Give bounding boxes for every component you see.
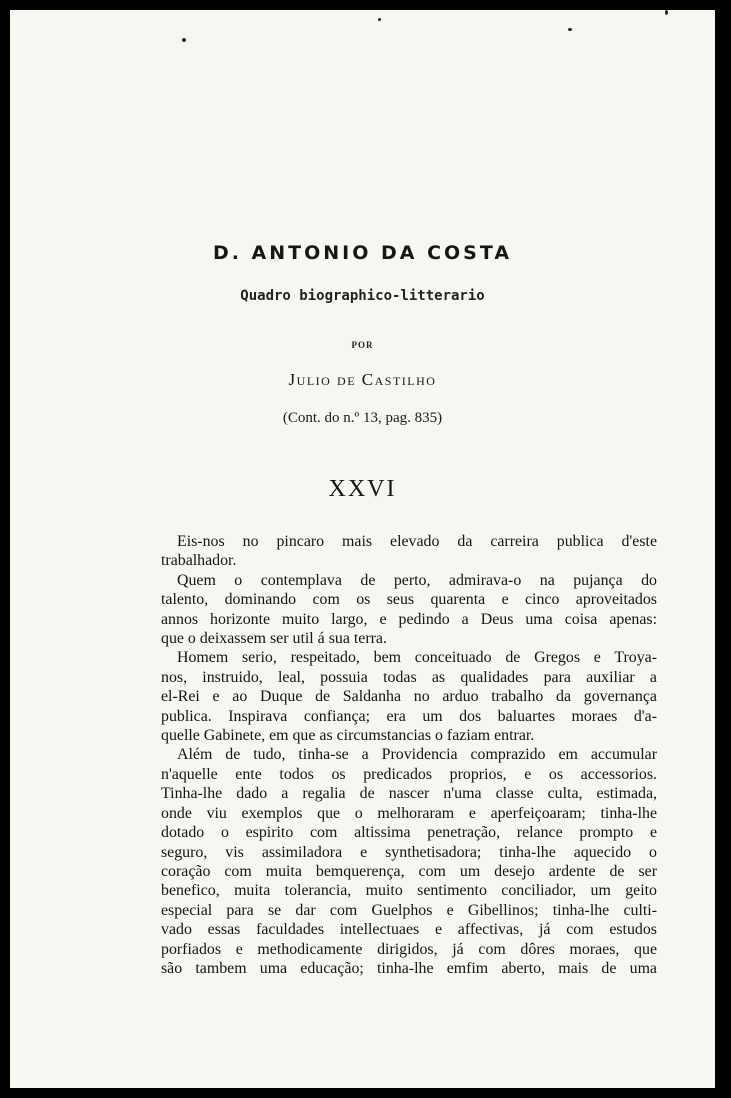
text-line: nos, instruido, leal, possuia todas as qualidades para auxiliar a xyxy=(161,668,657,686)
text-line: são tambem uma educação; tinha-lhe emfim aberto, mais de uma xyxy=(161,959,657,977)
article-subtitle: Quadro biographico-litterario xyxy=(240,288,485,304)
text-line: dotado o espirito com altissima penetração, relance prompto e xyxy=(161,824,657,842)
text-line: Quem o contemplava de perto, admirava-o na pujança do xyxy=(177,571,657,589)
ink-speck xyxy=(182,38,186,42)
text-line: que o deixassem ser util á sua terra. xyxy=(161,630,387,648)
continuation-note: (Cont. do n.º 13, pag. 835) xyxy=(282,410,443,426)
text-line: Eis-nos no pincaro mais elevado da carreira publica d'este xyxy=(177,533,657,550)
document-page xyxy=(10,10,715,1088)
ink-speck xyxy=(378,18,381,21)
ink-speck xyxy=(568,28,572,31)
text-line: el-Rei e ao Duque de Saldanha no arduo trabalho da governança xyxy=(161,688,657,706)
text-line: especial para se dar com Guelphos e Gibellinos; tinha-lhe culti- xyxy=(161,901,657,919)
ink-speck xyxy=(665,10,668,15)
text-line: n'aquelle ente todos os predicados proprios, e os accessorios. xyxy=(161,765,657,783)
text-line: annos horizonte muito largo, e pedindo a Deus uma coisa apenas: xyxy=(161,610,657,628)
text-line: onde viu exemplos que o melhoraram e aperfeiçoaram; tinha-lhe xyxy=(161,804,657,822)
text-line: seguro, vis assimiladora e synthetisadora; tinha-lhe aquecido o xyxy=(161,843,657,861)
text-line: vado essas faculdades intellectuaes e affectivas, já com estudos xyxy=(161,921,657,939)
body-text xyxy=(161,532,657,978)
paragraph xyxy=(161,745,657,978)
text-line: coração com muita bemquerença, com um desejo ardente de ser xyxy=(161,862,657,880)
byline-label: POR xyxy=(351,340,374,350)
text-line: benefico, muita tolerancia, muito sentimento conciliador, um geito xyxy=(161,882,657,900)
paragraph xyxy=(161,532,657,571)
text-line: publica. Inspirava confiança; era um dos baluartes moraes d'a- xyxy=(161,707,657,725)
text-line: Tinha-lhe dado a regalia de nascer n'uma classe culta, estimada, xyxy=(161,785,657,803)
article-title: D. ANTONIO DA COSTA xyxy=(212,242,513,264)
text-line: Homem serio, respeitado, bem conceituado de Gregos e Troya- xyxy=(177,649,657,667)
text-line: trabalhador. xyxy=(161,552,237,570)
paragraph xyxy=(161,571,657,649)
text-line: Além de tudo, tinha-se a Providencia comprazido em accumular xyxy=(177,746,657,764)
author-name: Julio de Castilho xyxy=(288,370,437,389)
chapter-heading: XXVI xyxy=(328,476,397,502)
text-line: talento, dominando com os seus quarenta e cinco aproveitados xyxy=(161,591,657,609)
text-line: quelle Gabinete, em que as circumstancias o faziam entrar. xyxy=(161,727,535,745)
paragraph xyxy=(161,648,657,745)
text-line: porfiados e methodicamente dirigidos, já com dôres moraes, que xyxy=(161,940,657,958)
